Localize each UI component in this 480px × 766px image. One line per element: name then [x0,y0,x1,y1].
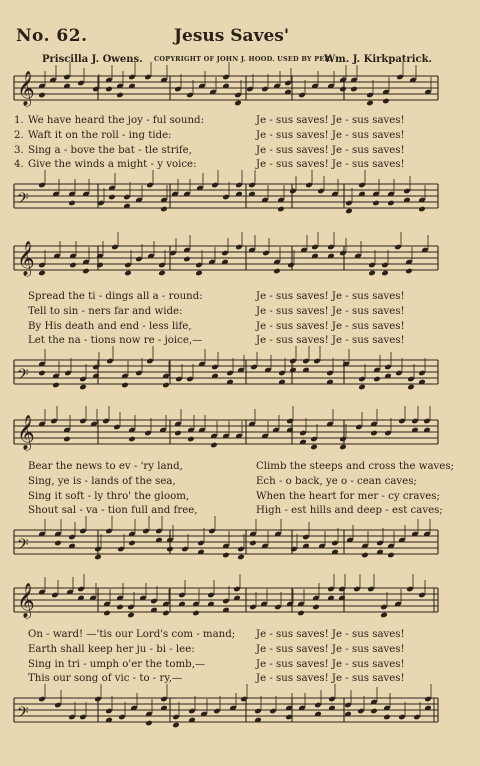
lyric-line: Tell to sin - ners far and wide: Je - sus saves! Je - sus saves! [28,305,405,317]
lyric-line: Bear the news to ev - 'ry land, Climb the steeps and cross the waves; [28,461,454,472]
copyright-notice: COPYRIGHT OF JOHN J. HOOD. USED BY PER. [154,55,333,63]
lyric-line: This our song of vic - to - ry,— Je - sus saves! Je - sus saves! [28,673,405,685]
bass-staff-2 [14,352,438,396]
bass-clef-icon: 𝄢 [17,536,29,557]
lyric-line: Earth shall keep her ju - bi - lee: Je - sus saves! Je - sus saves! [28,643,405,655]
lyrics-block-4 [14,628,438,687]
bass-clef-icon: 𝄢 [17,704,29,725]
bass-clef-icon: 𝄢 [17,190,29,211]
bass-staff-4 [14,690,438,736]
staff-lines [14,246,438,270]
credits-line [42,54,432,68]
lyrics-block-2 [14,290,438,349]
treble-staff-3 [14,412,438,456]
lyric-line: 4. Give the winds a might - y voice: Je - sus saves! Je - sus saves! [14,159,405,171]
lyric-line: 3. Sing a - bove the bat - tle strife, Je - sus saves! Je - sus saves! [14,144,405,156]
treble-staff-1 [14,68,438,112]
lyric-line: 1. We have heard the joy - ful sound: Je - sus saves! Je - sus saves! [14,115,405,126]
lyric-line: Sing in tri - umph o'er the tomb,— Je - sus saves! Je - sus saves! [28,658,405,670]
treble-staff-2 [14,238,438,282]
lyrics-block-3 [14,460,454,519]
hymn-title: Jesus Saves' [174,26,290,46]
lyric-line: Spread the ti - dings all a - round: Je - sus saves! Je - sus saves! [28,291,405,302]
treble-clef-icon: 𝄞 [17,583,35,618]
bass-staff-1 [14,176,438,222]
lyric-line: 2. Waft it on the roll - ing tide: Je - sus saves! Je - sus saves! [14,129,405,141]
treble-clef-icon: 𝄞 [17,415,35,450]
treble-staff-4 [14,580,438,624]
lyrics-block-1 [14,114,438,173]
treble-clef-icon: 𝄞 [17,241,35,276]
treble-clef-icon: 𝄞 [17,71,35,106]
staff-lines [14,530,438,554]
lyric-line: Let the na - tions now re - joice,— Je - sus saves! Je - sus saves! [28,335,405,347]
lyric-line: Shout sal - va - tion full and free, High - est hills and deep - est caves; [28,505,443,517]
bass-clef-icon: 𝄢 [17,366,29,387]
bass-staff-3 [14,522,438,568]
composer-credit: Wm. J. Kirkpatrick. [323,54,432,65]
lyric-line: Sing it soft - ly thro' the gloom, When the heart for mer - cy craves; [28,490,440,502]
lyricist-credit: Priscilla J. Owens. [42,54,143,65]
lyric-line: Sing, ye is - lands of the sea, Ech - o back, ye o - cean caves; [28,475,417,487]
hymn-number: No. 62. [16,26,88,46]
lyric-line: On - ward! —'tis our Lord's com - mand; Je - sus saves! Je - sus saves! [28,629,405,640]
lyric-line: By His death and end - less life, Je - sus saves! Je - sus saves! [28,320,405,332]
